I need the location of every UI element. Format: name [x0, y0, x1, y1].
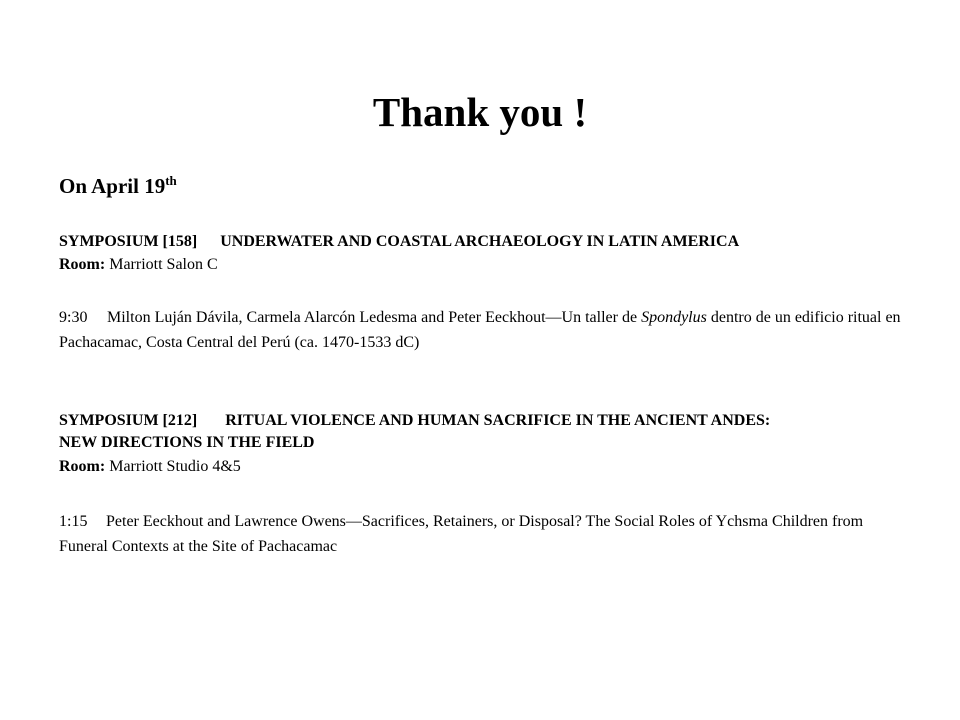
symposium-212-heading [59, 410, 909, 454]
symposium-heading-line1 [59, 410, 909, 432]
talk-title: Sacrifices, Retainers, or Disposal? The Social Roles of Ychsma Children from Funeral Contexts at the Site of Pachacamac [59, 513, 864, 555]
symposium-label: SYMPOSIUM [212] [59, 412, 198, 429]
talk-authors: Peter Eeckhout and Lawrence Owens [106, 513, 346, 530]
talk-time: 9:30 [59, 309, 88, 326]
room-value: Marriott Salon C [109, 256, 218, 273]
date-superscript: th [165, 173, 177, 188]
symposium-158-heading [59, 231, 909, 253]
symposium-label: SYMPOSIUM [158] [59, 233, 198, 250]
talk-dash: — [545, 309, 562, 326]
talk-title-before: Un taller de [561, 309, 642, 326]
symposium-title-line2: NEW DIRECTIONS IN THE FIELD [59, 434, 315, 451]
symposium-title-line1: RITUAL VIOLENCE AND HUMAN SACRIFICE IN THE ANCIENT ANDES: [225, 412, 771, 429]
talk-title-italic: Spondylus [641, 309, 707, 326]
talk-authors: Milton Luján Dávila, Carmela Alarcón Ledesma and Peter Eeckhout [107, 309, 546, 326]
talk-dash: — [345, 513, 362, 530]
talk-entry [59, 305, 909, 355]
symposium-158-room [59, 254, 909, 276]
slide-title: Thank you ! [372, 89, 588, 135]
date-text: On April 19 [59, 174, 166, 198]
room-label: Room: [59, 256, 106, 273]
talk-time: 1:15 [59, 513, 88, 530]
room-value: Marriott Studio 4&5 [109, 458, 241, 475]
room-label: Room: [59, 458, 106, 475]
date-heading [59, 172, 177, 200]
talk-entry [59, 509, 909, 559]
symposium-title: UNDERWATER AND COASTAL ARCHAEOLOGY IN LATIN AMERICA [220, 233, 740, 250]
talk-title-after: dentro de un edificio ritual en Pachacamac, Costa Central del Perú (ca. 1470-1533 dC) [59, 309, 901, 351]
symposium-212-room [59, 456, 909, 478]
